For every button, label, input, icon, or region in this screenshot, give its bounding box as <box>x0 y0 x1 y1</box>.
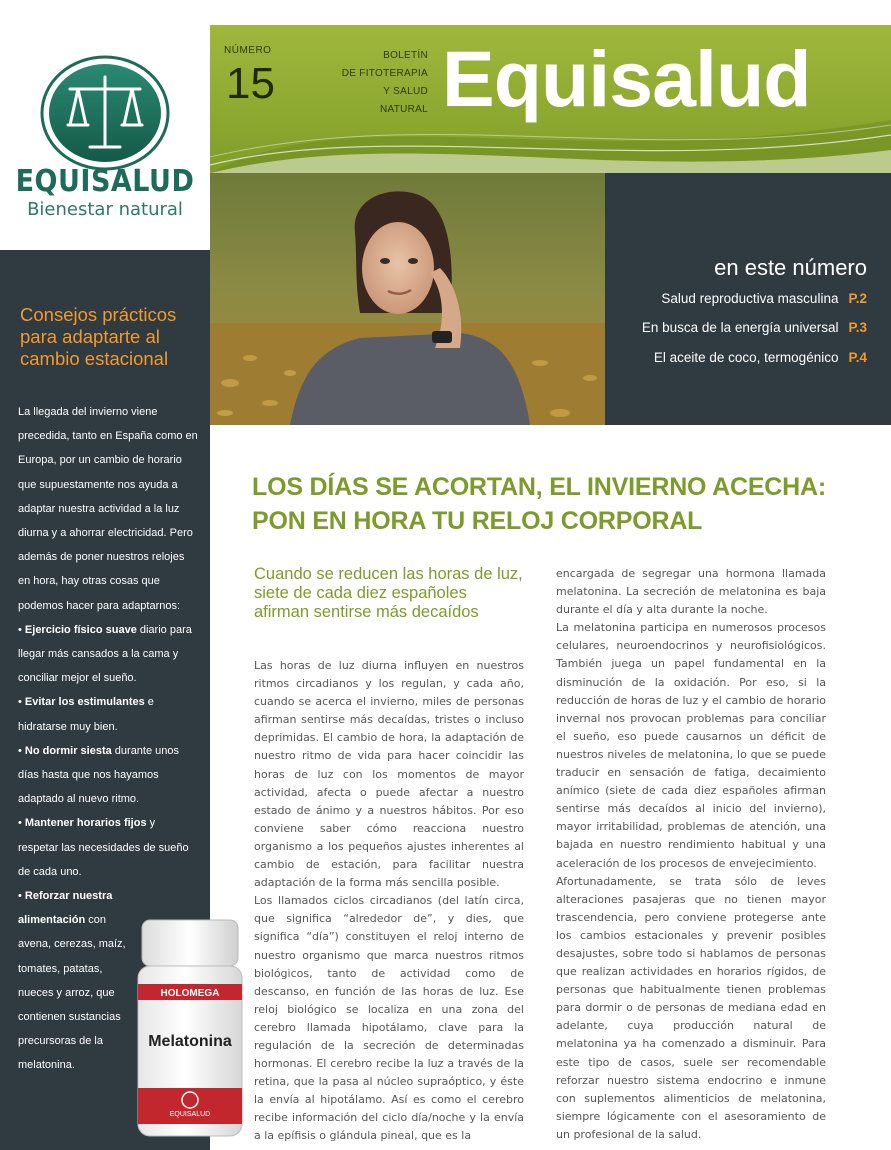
logo-brand-name: EQUISALUD <box>15 164 195 199</box>
contents-item[interactable] <box>642 320 867 335</box>
header-band <box>210 25 891 173</box>
sidebar-tip-text: diario para llegar más cansados a la cama y conciliar mejor el sueño. <box>18 623 192 685</box>
article-column-2 <box>556 565 826 1144</box>
bottle-brand: EQUISALUD <box>169 1111 211 1118</box>
sidebar-tip-bold: Mantener horarios fijos <box>24 817 147 830</box>
woman-autumn-photo <box>210 173 605 425</box>
sidebar-tip-bold: Evitar los estimulantes <box>24 696 145 709</box>
sidebar-tip-text: con avena, cerezas, maíz, tomates, patatas, nueces y arroz, que contienen sustancias precursoras de la melatonina. <box>18 914 126 1072</box>
bottle-band-text: HOLOMEGA <box>160 988 220 999</box>
contents-item-label: El aceite de coco, termogénico <box>653 350 839 365</box>
sidebar-tip-text: y respetar las necesidades de sueño de cada uno. <box>18 817 189 878</box>
sidebar-tip-bold: No dormir siesta <box>24 744 112 757</box>
sidebar-tip: • Reforzar nuestra alimentación con avena, cerezas, maíz, tomates, patatas, nueces y arroz, que contienen sustancias precursoras de la melatonina. <box>18 890 126 1072</box>
sidebar-tip-bold: Reforzar nuestra alimentación <box>18 890 113 927</box>
sidebar-tip: • Ejercicio físico suave diario para llegar más cansados a la cama y conciliar mejor el sueño. <box>18 623 192 685</box>
logo-tagline: Bienestar natural <box>27 199 183 220</box>
sidebar-tip: • Mantener horarios fijos y respetar las necesidades de sueño de cada uno. <box>18 817 189 878</box>
boletin-line: NATURAL <box>379 104 428 115</box>
article-paragraph: La melatonina participa en numerosos procesos celulares, neuroendocrinos y neurofisiológicos. También juega un papel fundamental en la disminución de la oxidación. Por eso, si la reducción de horas de luz y el cambio de horario invernal nos provocan problemas para conciliar el sueño, eso puede causarnos un déficit de nuestros niveles de melatonina, lo que se puede traducir en sensación de fatiga, decaimiento anímico (siete de cada diez españoles afirman sentirse más decaídos al inicio del invierno), mayor irritabilidad, problemas de atención, una bajada en nuestro rendimiento habitual y una aceleración de los procesos de envejecimiento. <box>556 621 826 870</box>
logo <box>0 0 210 250</box>
article-paragraph: Afortunadamente, se trata sólo de leves alteraciones pasajeras que no tienen mayor trascendencia, pero conviene protegerse ante los cambios estacionales y prevenir posibles desajustes, sobre todo si hablamos de personas que realizan actividades en horarios rígidos, de personas que habitualmente tienen problemas para dormir o de personas de mediana edad en adelante, cuya producción natural de melatonina ya ha comenzado a disminuir. Para este tipo de casos, suele ser recomendable reforzar nuestro sistema endocrino e inmune con suplementos alimenticios de melatonina, siempre lógicamente con el asesoramiento de un profesional de la salud. <box>556 874 826 1141</box>
boletin-line: Y SALUD <box>383 86 428 97</box>
masthead-title: Equisalud <box>442 34 811 123</box>
sidebar-tip-text: durante unos días hasta que nos hayamos adaptado al nuevo ritmo. <box>18 744 180 806</box>
article-paragraph: Las horas de luz diurna influyen en nuestros ritmos circadianos y los regulan, y cada año, cuando se acerca el invierno, miles de personas afirman sentirse más decaídas, tristes o incluso deprimidas. El cambio de hora, la adaptación de nuestro ritmo de vida para hacer coincidir las horas de luz con los momentos de mayor actividad, afecta o puede afectar a nuestro estado de ánimo y a nuestros hábitos. Por eso conviene saber cómo reacciona nuestro organismo a los pequeños ajustes inherentes al cambio de estación, para facilitar nuestra adaptación de la forma más sencilla posible. <box>254 659 524 890</box>
melatonina-bottle-image <box>132 918 248 1140</box>
article-subhead: Cuando se reducen las horas de luz, siete de cada diez españoles afirman sentirse más decaídos <box>254 565 523 621</box>
contents-item-page: P.4 <box>848 350 867 365</box>
contents-item-label: En busca de la energía universal <box>641 320 839 335</box>
contents-item[interactable] <box>654 350 867 365</box>
boletin-line: DE FITOTERAPIA <box>341 68 428 79</box>
article-headline: LOS DÍAS SE ACORTAN, EL INVIERNO ACECHA: PON EN HORA TU RELOJ CORPORAL <box>252 473 826 535</box>
boletin-subtitle <box>328 47 428 119</box>
issue-number-label: NÚMERO <box>224 45 272 56</box>
article-paragraph: Los llamados ciclos circadianos (del latín circa, que significa “alrededor de”, y dies, que significa “día”) constituyen el reloj interno de nuestro organismo que marca nuestros ritmos biológicos, tanto de actividad como de descanso, en función de las horas de luz. Ese reloj biológico se localiza en una zona del cerebro llamada hipotálamo, clave para la regulación de la secreción de determinadas hormonas. El cerebro recibe la luz a través de la retina, que la pasa al núcleo supraóptico, y éste la envía al hipotálamo. Así es como el cerebro recibe información del ciclo día/noche y la envía a la epífisis o glándula pineal, que es la <box>254 894 524 1143</box>
sidebar-title: Consejos prácticos para adaptarte al cambio estacional <box>20 304 177 369</box>
contents-title: en este número <box>714 255 867 280</box>
contents-box <box>605 173 891 425</box>
contents-item-page: P.2 <box>848 291 867 306</box>
contents-item-label: Salud reproductiva masculina <box>661 291 839 306</box>
sidebar-tip: • No dormir siesta durante unos días hasta que nos hayamos adaptado al nuevo ritmo. <box>18 744 180 806</box>
contents-item-page: P.3 <box>848 320 867 335</box>
sidebar-intro: La llegada del invierno viene precedida, tanto en España como en Europa, por un cambio de horario que supuestamente nos ayuda a adaptar nuestra actividad a la luz diurna y a ahorrar electricidad. Pero además de poner nuestros relojes en hora, hay otras cosas que podemos hacer para adaptarnos: <box>18 406 198 612</box>
sidebar-tip-bold: Ejercicio físico suave <box>24 623 137 636</box>
sidebar-tip-text: e hidratarse muy bien. <box>18 696 154 733</box>
contents-item[interactable] <box>661 291 867 306</box>
article-paragraph: encargada de segregar una hormona llamada melatonina. La secreción de melatonina es baja durante el día y alta durante la noche. <box>556 567 826 617</box>
issue-number: 15 <box>226 59 275 108</box>
sidebar-tip: • Evitar los estimulantes e hidratarse muy bien. <box>18 696 154 733</box>
scales-logo-icon <box>40 55 170 171</box>
article-column-1 <box>254 657 524 1146</box>
boletin-line: BOLETÍN <box>383 50 428 61</box>
bottle-product-name: Melatonina <box>148 1033 232 1050</box>
